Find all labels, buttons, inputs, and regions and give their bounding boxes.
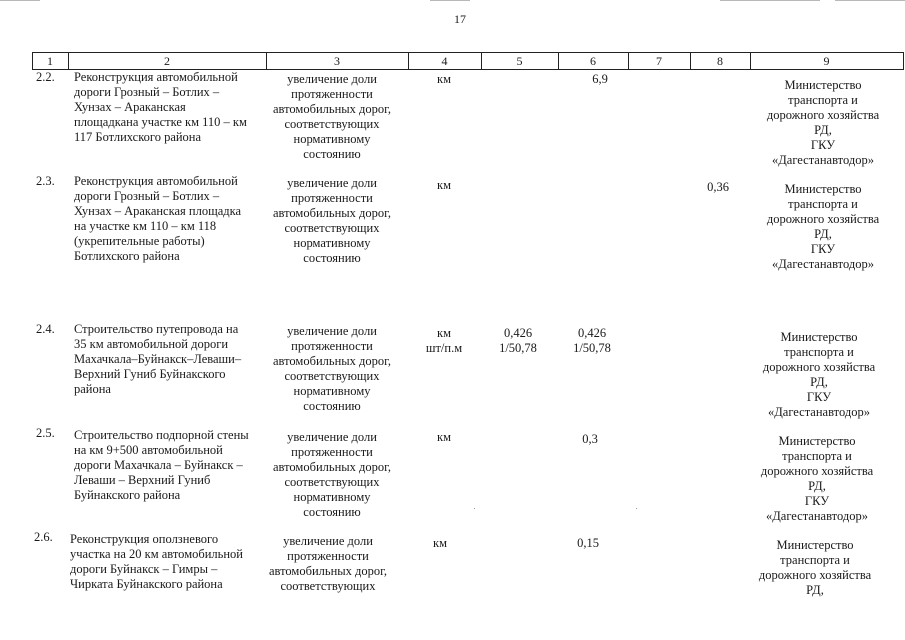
- scan-speck: [636, 508, 637, 509]
- measure-name: Реконструкция оползневого участка на 20 км автомобильной дороги Буйнакск – Гимры – Чирката Буйнакского района: [70, 532, 243, 591]
- indicator-text: увеличение доли протяженности автомобильных дорог, соответствующих нормативному состоянию: [272, 430, 391, 519]
- indicator-text: увеличение доли протяженности автомобильных дорог, соответствующих: [268, 534, 387, 593]
- header-cell: 9: [823, 54, 830, 68]
- value-col5: 0,426 1/50,78: [499, 326, 537, 355]
- unit-cell: км: [433, 536, 447, 550]
- column-divider: [903, 52, 904, 70]
- top-edge-line: [835, 0, 905, 1]
- unit-cell: км: [437, 72, 451, 86]
- measure-name: Реконструкция автомобильной дороги Грозный – Ботлих – Хунзах – Араканская площадка на участке км 110 – км 118 (укрепительные работы) Ботлихского района: [74, 174, 242, 263]
- value-col8: 0,36: [707, 180, 729, 194]
- executor-text: Министерство транспорта и дорожного хозяйства РД, ГКУ «Дагестанавтодор»: [760, 434, 874, 523]
- page-number: 17: [454, 12, 466, 26]
- measure-name: Строительство подпорной стены на км 9+500 автомобильной дороги Махачкала – Буйнакск – Леваши – Верхний Гуниб Буйнакского района: [74, 428, 249, 502]
- value-col6: 0,15: [577, 536, 599, 550]
- unit-cell: км: [437, 178, 451, 192]
- top-edge-line: [720, 0, 820, 1]
- row-number: 2.2.: [36, 70, 55, 84]
- indicator-text: увеличение доли протяженности автомобильных дорог, соответствующих нормативному состоянию: [272, 176, 391, 265]
- scan-speck: [474, 508, 475, 509]
- row-number: 2.4.: [36, 322, 55, 336]
- table-top-border: [32, 52, 904, 53]
- row-number: 2.3.: [36, 174, 55, 188]
- header-cell: 3: [334, 54, 340, 68]
- executor-text: Министерство транспорта и дорожного хозяйства РД, ГКУ «Дагестанавтодор»: [762, 330, 876, 419]
- executor-text: Министерство транспорта и дорожного хозяйства РД,: [758, 538, 872, 597]
- header-cell: 4: [441, 54, 448, 68]
- indicator-text: увеличение доли протяженности автомобильных дорог, соответствующих нормативному состоянию: [272, 72, 391, 161]
- executor-text: Министерство транспорта и дорожного хозяйства РД, ГКУ «Дагестанавтодор»: [766, 182, 880, 271]
- row-number: 2.5.: [36, 426, 55, 440]
- value-col6: 0,426 1/50,78: [573, 326, 611, 355]
- header-cell: 7: [656, 54, 662, 68]
- measure-name: Строительство путепровода на 35 км автомобильной дороги Махачкала–Буйнакск–Леваши– Верхний Гуниб Буйнакского района: [74, 322, 242, 396]
- header-cell: 1: [47, 54, 53, 68]
- top-edge-line: [0, 0, 40, 1]
- unit-cell: км шт/п.м: [425, 326, 463, 355]
- header-cell: 5: [516, 54, 523, 68]
- value-col6: 6,9: [592, 72, 608, 86]
- top-edge-line: [430, 0, 470, 1]
- header-cell: 8: [717, 54, 723, 68]
- row-number: 2.6.: [34, 530, 53, 544]
- value-col6: 0,3: [582, 432, 598, 446]
- measure-name: Реконструкция автомобильной дороги Грозный – Ботлих – Хунзах – Араканская площадкана участке км 110 – км 117 Ботлихского района: [74, 70, 247, 144]
- header-cell: 6: [590, 54, 596, 68]
- indicator-text: увеличение доли протяженности автомобильных дорог, соответствующих нормативному состоянию: [272, 324, 391, 413]
- header-cell: 2: [164, 54, 170, 68]
- unit-cell: км: [437, 430, 451, 444]
- executor-text: Министерство транспорта и дорожного хозяйства РД, ГКУ «Дагестанавтодор»: [766, 78, 880, 167]
